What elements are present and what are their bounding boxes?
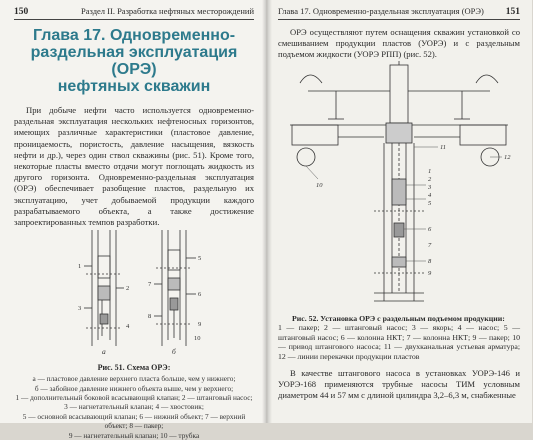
fig51-label-7: 7 bbox=[148, 281, 152, 289]
fig51-label-4: 4 bbox=[126, 323, 130, 331]
fig51-label-8: 8 bbox=[148, 313, 152, 321]
fig52-label-8: 8 bbox=[428, 257, 432, 265]
wellhead bbox=[386, 61, 412, 143]
fig52-label-10: 10 bbox=[316, 181, 323, 189]
fig52-caption-title bbox=[278, 314, 520, 324]
figure-51-drawing bbox=[14, 228, 254, 356]
fig52-label-5: 5 bbox=[428, 199, 432, 207]
fig51-sub-a: а bbox=[102, 347, 106, 357]
right-intro-paragraph: ОРЭ осуществляют путем оснащения скважин установкой со смешиванием продукции пластов (УОРЭ) и с раздельным подъемом жидкости (УОРЭ РПП) (рис. 52). bbox=[278, 27, 520, 60]
schematic-b bbox=[154, 230, 196, 346]
fig51-legend-line: 1 — дополнительный боковой всасывающий клапан; 2 — штанговый насос; 3 — нагнетательный клапан; 4 — хвостовик; bbox=[15, 393, 253, 412]
right-page-number: 151 bbox=[505, 7, 520, 17]
well-casing bbox=[374, 143, 424, 301]
left-page-number: 150 bbox=[14, 7, 29, 17]
right-closing-paragraph: В качестве штангового насоса в установках УОРЭ-146 и УОРЭ-168 применяются трубные насосы ТИМ условным диаметром 44 и 57 мм с длиной цилиндра 3,2–6,3 м, снабженные bbox=[278, 367, 520, 400]
figure-52-drawing bbox=[278, 61, 520, 307]
fig51-label-5: 5 bbox=[198, 255, 202, 263]
fig51-legend-line: б — забойное давление нижнего объекта выше, чем у верхнего; bbox=[34, 383, 234, 393]
fig52-label-1: 1 bbox=[428, 167, 432, 175]
figure-52 bbox=[278, 61, 520, 362]
figure-51 bbox=[14, 228, 254, 440]
left-running-head bbox=[14, 6, 254, 20]
fig51-legend bbox=[14, 374, 254, 440]
fig51-label-9: 9 bbox=[198, 321, 202, 329]
schematic-a bbox=[84, 230, 124, 346]
fig51-legend-line: 9 — нагнетательный клапан; 10 — трубка bbox=[68, 430, 200, 440]
fig52-caption-text: Рис. 52. Установка ОРЭ с раздельным подъемом продукции: bbox=[292, 313, 505, 323]
fig52-legend: 1 — пакер; 2 — штанговый насос; 3 — якорь; 4 — насос; 5 — штанговый насос; 6 — колонна НКТ; 7 — колонна НКТ; 9 — пакер; 10 — привод штангового насоса; 11 — двухканальная устьевая арматура; 12 — линии перекачки продукции пластов bbox=[278, 323, 520, 361]
chapter-title-line-1: Глава 17. Одновременно- bbox=[32, 27, 236, 44]
pumping-unit bbox=[290, 75, 508, 166]
chapter-title-line-2: раздельная эксплуатация (ОРЭ) bbox=[30, 44, 238, 78]
left-page bbox=[0, 0, 266, 440]
fig51-label-1: 1 bbox=[78, 263, 82, 271]
fig51-label-2: 2 bbox=[126, 285, 130, 293]
fig52-label-7: 7 bbox=[428, 241, 432, 249]
fig51-label-10: 10 bbox=[194, 335, 201, 343]
fig51-caption bbox=[14, 363, 254, 372]
fig52-label-4: 4 bbox=[428, 191, 432, 199]
fig51-legend-line: а — пластовое давление верхнего пласта больше, чем у нижнего; bbox=[32, 374, 236, 384]
fig52-label-12: 12 bbox=[504, 153, 511, 161]
right-running-head bbox=[278, 6, 520, 20]
fig52-label-11: 11 bbox=[440, 143, 447, 151]
fig52-label-2: 2 bbox=[428, 175, 432, 183]
fig52-label-3: 3 bbox=[428, 183, 432, 191]
right-page bbox=[266, 0, 532, 423]
fig51-caption-text: Рис. 51. Схема ОРЭ: bbox=[97, 363, 171, 373]
fig51-legend-line: 5 — основной всасывающий клапан; 6 — нижний объект; 7 — верхний объект; 8 — пакер; bbox=[22, 411, 246, 431]
chapter-title-line-3: нефтяных скважин bbox=[57, 78, 211, 95]
intro-paragraph: При добыче нефти часто используется одновременно-раздельная эксплуатация нескольких нефтеносных горизонтов, имеющих различные характеристики (пластовое давление, проницаемость, пористость, давление насыщения, вязкость нефти и др.), через один ствол скважины (рис. 51). Кроме того, некоторые пласты вместо отдачи могут поглощать жидкость из другого горизонта. Одновременно-раздельная эксплуатация (ОРЭ) обеспечивает разобщение пластов, раздельную их эксплуатацию, учет добываемой продукции каждого разрабатываемого объекта, а также достижение запроектированных темпов разработки. bbox=[14, 105, 254, 228]
fig51-label-6: 6 bbox=[198, 291, 202, 299]
fig51-sub-b: б bbox=[172, 347, 176, 357]
left-section-title: Раздел II. Разработка нефтяных месторождений bbox=[80, 6, 254, 16]
fig52-label-6: 6 bbox=[428, 225, 432, 233]
right-chapter-title: Глава 17. Одновременно-раздельная эксплуатация (ОРЭ) bbox=[278, 6, 484, 16]
fig52-label-9: 9 bbox=[428, 269, 432, 277]
chapter-title bbox=[14, 27, 254, 95]
fig51-label-3: 3 bbox=[78, 305, 82, 313]
fig52-caption bbox=[278, 314, 520, 362]
